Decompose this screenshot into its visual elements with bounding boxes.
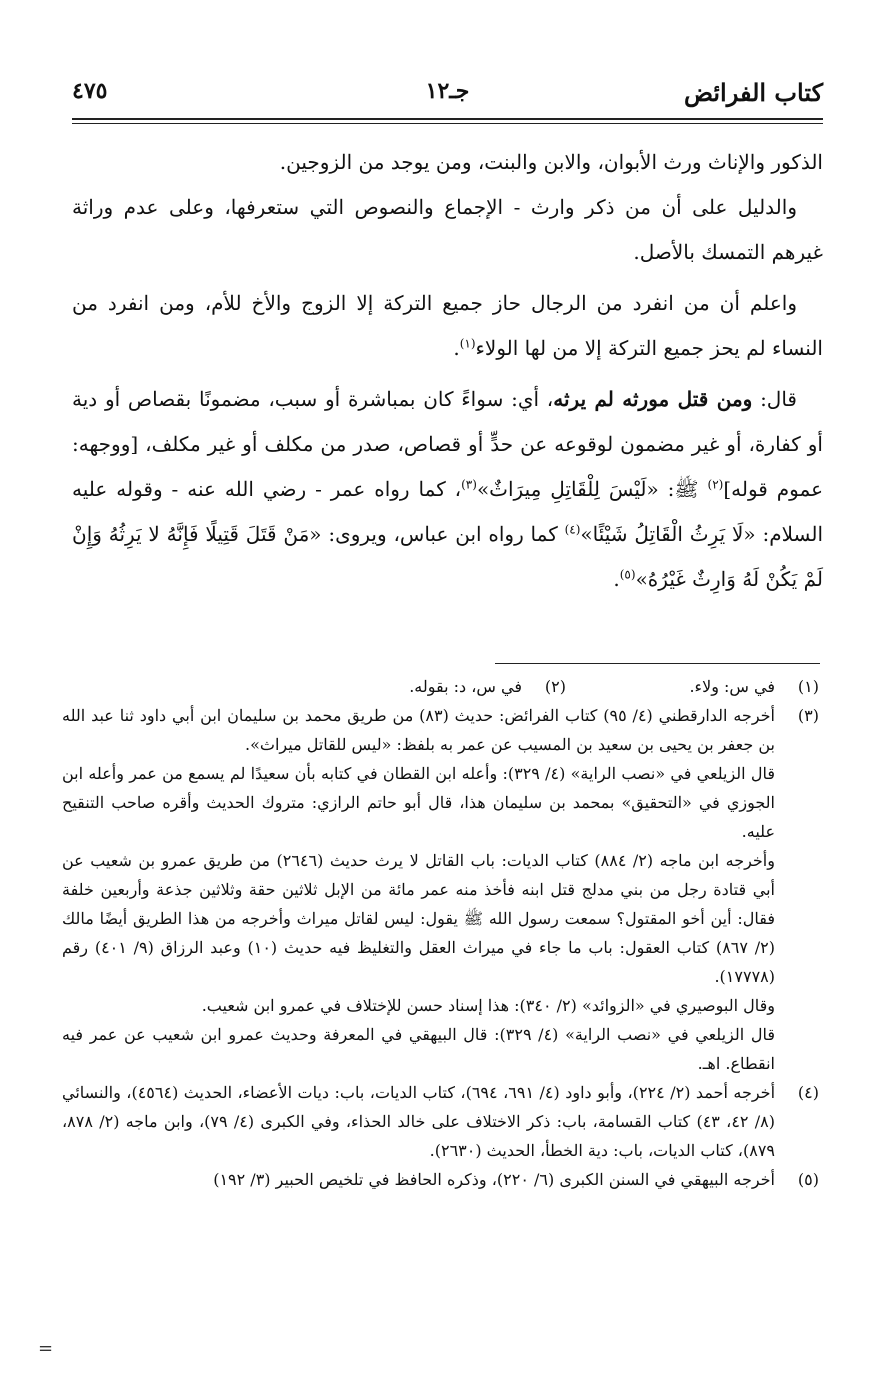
page-header — [72, 78, 823, 114]
footnote-3-number: (٣) — [797, 706, 819, 725]
footnote-5 — [62, 1165, 823, 1194]
paragraph-3 — [72, 281, 823, 371]
footnote-ref-5: (٥) — [619, 567, 636, 582]
paragraph-4-intro: قال: — [752, 387, 797, 411]
page-edge-mark: = — [38, 1338, 54, 1359]
header-rule-thick — [72, 118, 823, 120]
paragraph-4-c: ، كما رواه عمر - رضي الله عنه - وقوله عليه السلام: «لَا يَرِثُ الْقَاتِلُ شَيْئًا» — [72, 477, 824, 546]
footnote-1-number: (١) — [797, 677, 819, 696]
paragraph-3-end: . — [453, 336, 460, 360]
footnote-3-line-1: أخرجه الدارقطني (٤/ ٩٥) كتاب الفرائض: حديث (٨٣) من طريق محمد بن سليمان ابن أبي داود ثنا عبد الله بن جعفر بن يحيى بن سعيد بن المسيب عن عمر به بلفظ: «ليس للقاتل ميراث». — [62, 706, 775, 754]
footnote-ref-3: (٣) — [461, 477, 477, 492]
footnote-3 — [62, 701, 823, 1078]
paragraph-4-d: كما رواه ابن عباس، ويروى: «مَنْ قَتَلَ قَتِيلًا فَإِنَّهُ لا يَرِثُهُ وَإِنْ لَمْ يَكُنْ لَهُ وَارِثٌ غَيْرُهُ» — [72, 522, 823, 591]
footnote-2 — [317, 672, 570, 701]
footnote-4 — [62, 1078, 823, 1165]
footnote-ref-4: (٤) — [564, 522, 581, 537]
footnote-row-1-2 — [62, 672, 823, 701]
paragraph-4 — [72, 377, 823, 602]
volume-label: جـ١٢ — [425, 78, 470, 104]
footnote-ref-2: (٢) — [707, 477, 724, 492]
footnote-1-text: في س: ولاء. — [689, 677, 775, 696]
footnote-3-line-2: قال الزيلعي في «نصب الراية» (٤/ ٣٢٩): وأعله ابن القطان في كتابه بأن سعيدًا لم يسمع من عمر وأعله ابن الجوزي في «التحقيق» بمحمد بن سليمان هذا، قال أبو حاتم الرازي: متروك الحديث وأقره صاحب التنقيح عليه. — [62, 764, 776, 841]
footnote-2-text: في س، د: بقوله. — [409, 677, 522, 696]
paragraph-4-a: ، أي: سواءً كان بمباشرة أو سبب، مضمونًا بقصاص أو دية أو كفارة، أو غير مضمون لوقوعه عن حدٍّ أو قصاص، صدر من مكلف أو غير مكلف، [ووجهه: عموم قوله] — [72, 387, 824, 501]
paragraph-4-b: ﷺ: «لَيْسَ لِلْقَاتِلِ مِيرَاثٌ» — [476, 477, 708, 501]
page-number: ٤٧٥ — [72, 78, 108, 104]
main-text — [72, 140, 823, 602]
footnote-5-number: (٥) — [797, 1170, 819, 1189]
paragraph-1: الذكور والإناث ورث الأبوان، والابن والبنت، ومن يوجد من الزوجين. — [279, 150, 823, 174]
footnotes — [62, 672, 823, 1194]
footnote-5-text: أخرجه البيهقي في السنن الكبرى (٦/ ٢٢٠)، وذكره الحافظ في تلخيص الحبير (٣/ ١٩٢) — [213, 1170, 775, 1189]
footnote-1 — [570, 672, 823, 701]
footnote-4-number: (٤) — [797, 1083, 819, 1102]
paragraph-2: والدليل على أن من ذكر وارث - الإجماع والنصوص التي ستعرفها، وعلى عدم وراثة غيرهم التمسك بالأصل. — [72, 195, 823, 264]
footnote-3-line-5: قال الزيلعي في «نصب الراية» (٤/ ٣٢٩): قال البيهقي في المعرفة وحديث عمرو ابن شعيب عن عمر فيه انقطاع. اهـ. — [62, 1025, 776, 1073]
footnote-4-text: أخرجه أحمد (٢/ ٢٢٤)، وأبو داود (٤/ ٦٩١، ٦٩٤)، كتاب الديات، باب: ديات الأعضاء، الحديث (٤٥٦٤)، والنسائي (٨/ ٤٢، ٤٣) كتاب القسامة، باب: ذكر الاختلاف على خالد الحذاء، وفي الكبرى (٤/ ٧٩)، وابن ماجه (٢/ ٨٧٨، ٨٧٩)، كتاب الديات، باب: دية الخطأ، الحديث (٢٦٣٠). — [62, 1083, 776, 1160]
chapter-title: كتاب الفرائض — [683, 78, 823, 107]
header-rule-thin — [72, 123, 823, 124]
matn-bold-text: ومن قتل مورثه لم يرثه — [553, 387, 753, 411]
footnote-ref-1: (١) — [459, 336, 476, 351]
paragraph-4-end: . — [613, 567, 620, 591]
footnote-2-number: (٢) — [544, 677, 566, 696]
footnote-separator — [495, 663, 820, 664]
footnote-3-line-4: وقال البوصيري في «الزوائد» (٢/ ٣٤٠): هذا إسناد حسن للإختلاف في عمرو ابن شعيب. — [201, 996, 775, 1015]
paragraph-3-text: واعلم أن من انفرد من الرجال حاز جميع التركة إلا الزوج والأخ للأم، ومن انفرد من النساء لم يحز جميع التركة إلا من لها الولاء — [72, 291, 823, 360]
footnote-3-line-3: وأخرجه ابن ماجه (٢/ ٨٨٤) كتاب الديات: باب القاتل لا يرث حديث (٢٦٤٦) من طريق عمرو بن شعيب عن أبي قتادة رجل من بني مدلج قتل ابنه فأخذ منه عمر مائة من الإبل ثلاثين حقة وثلاثين جذعة وأربعين خلفة فقال: أين أخو المقتول؟ سمعت رسول الله ﷺ يقول: ليس لقاتل ميراث وأخرجه من هذا الطريق أيضًا مالك (٢/ ٨٦٧) كتاب العقول: باب ما جاء في ميراث العقل والتغليظ فيه حديث (١٠) وعبد الرزاق (٩/ ٤٠١) رقم (١٧٧٧٨). — [62, 851, 775, 986]
